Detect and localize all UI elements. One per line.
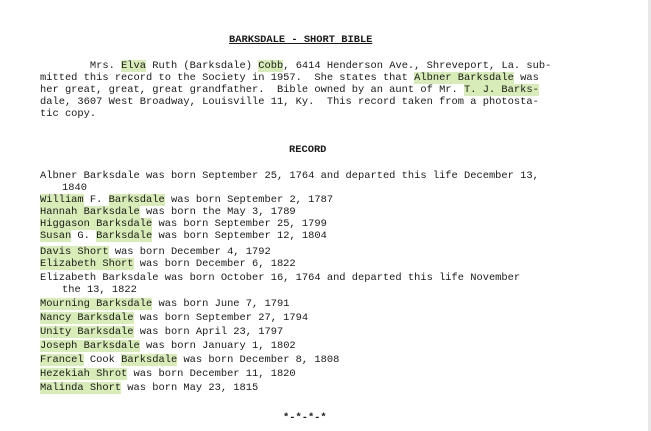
intro-line (40, 96, 539, 108)
highlighted-name: Elizabeth Short (40, 258, 134, 270)
text-segment: G. (71, 230, 97, 242)
intro-line (40, 72, 539, 84)
record-entry (40, 246, 271, 258)
text-segment: was born June 7, 1791 (152, 298, 290, 310)
text-segment: was born April 23, 1797 (133, 326, 284, 338)
text-segment: was born December 8, 1808 (177, 354, 340, 366)
text-segment: Cook (83, 354, 122, 366)
highlighted-name: Francel (40, 354, 84, 366)
text-segment: mitted this record to the Society in 1957. She states that (40, 72, 415, 84)
highlighted-name: William (40, 194, 84, 206)
highlighted-name: Elva (121, 60, 147, 72)
highlighted-name: T. J. Barks- (464, 84, 539, 96)
record-entry (62, 284, 137, 296)
record-entry (40, 312, 308, 324)
record-heading: RECORD (289, 144, 327, 156)
text-segment: tic copy. (40, 108, 97, 120)
text-segment: Albner Barksdale was born September 25, 1764 and departed this life December 13, (40, 170, 539, 182)
text-segment: was born December 11, 1820 (127, 368, 296, 380)
text-segment: was born December 6, 1822 (133, 258, 296, 270)
highlighted-name: Higgason Barksdale (40, 218, 153, 230)
highlighted-name: Barksdale (108, 194, 165, 206)
record-entry (40, 326, 283, 338)
text-segment: was born September 25, 1799 (152, 218, 327, 230)
text-segment: F. (83, 194, 109, 206)
record-entry (40, 354, 339, 366)
text-segment: Elizabeth Barksdale was born October 16, 1764 and departed this life November (40, 272, 521, 284)
text-segment: Mrs. (40, 60, 122, 72)
highlighted-name: Susan (40, 230, 72, 242)
record-entry (40, 272, 520, 284)
highlighted-name: Unity Barksdale (40, 326, 134, 338)
text-segment: 1840 (62, 182, 87, 194)
highlighted-name: Malinda Short (40, 382, 122, 394)
text-segment: was born September 27, 1794 (133, 312, 309, 324)
text-segment: her great, great, great grandfather. Bible owned by an aunt of Mr. (40, 84, 465, 96)
record-entry (62, 182, 87, 194)
record-entry (40, 368, 296, 380)
text-segment: was born May 23, 1815 (121, 382, 259, 394)
record-entry (40, 230, 327, 242)
record-entry (40, 206, 296, 218)
record-entry (40, 194, 333, 206)
text-segment: was born September 2, 1787 (164, 194, 334, 206)
text-segment: was born September 12, 1804 (152, 230, 327, 242)
text-segment: was born December 4, 1792 (108, 246, 271, 258)
record-entry (40, 298, 289, 310)
record-entry (40, 170, 539, 182)
highlighted-name: Cobb (258, 60, 284, 72)
text-segment: was (513, 72, 539, 84)
text-segment: dale (40, 96, 65, 108)
highlighted-name: Albner Barksdale (414, 72, 514, 84)
highlighted-name: Nancy Barksdale (40, 312, 134, 324)
record-entry (40, 218, 327, 230)
intro-line (40, 84, 539, 96)
highlighted-name: Barksdale (96, 230, 153, 242)
text-segment: Ruth (Barksdale) (146, 60, 259, 72)
footer-separator: *-*-*-* (283, 412, 327, 424)
document-title: BARKSDALE - SHORT BIBLE (229, 34, 373, 46)
highlighted-name: Joseph Barksdale (40, 340, 140, 352)
highlighted-name: Mourning Barksdale (40, 298, 153, 310)
highlighted-name: Barksdale (121, 354, 178, 366)
highlighted-name: Davis Short (40, 246, 109, 258)
record-entry (40, 382, 258, 394)
highlighted-name: Hezekiah Shrot (40, 368, 128, 380)
text-segment: , 3607 West Broadway, Louisville 11, Ky. This record taken from a photosta- (64, 96, 539, 108)
intro-line (40, 60, 551, 72)
highlighted-name: Hannah Barksdale (40, 206, 140, 218)
text-segment: the 13, 1822 (62, 284, 137, 296)
text-segment: was born the May 3, 1789 (139, 206, 296, 218)
text-segment: , 6414 Henderson Ave., Shreveport, La. sub- (283, 60, 552, 72)
intro-line (40, 108, 96, 120)
record-entry (40, 340, 296, 352)
record-entry (40, 258, 296, 270)
text-segment: was born January 1, 1802 (139, 340, 296, 352)
